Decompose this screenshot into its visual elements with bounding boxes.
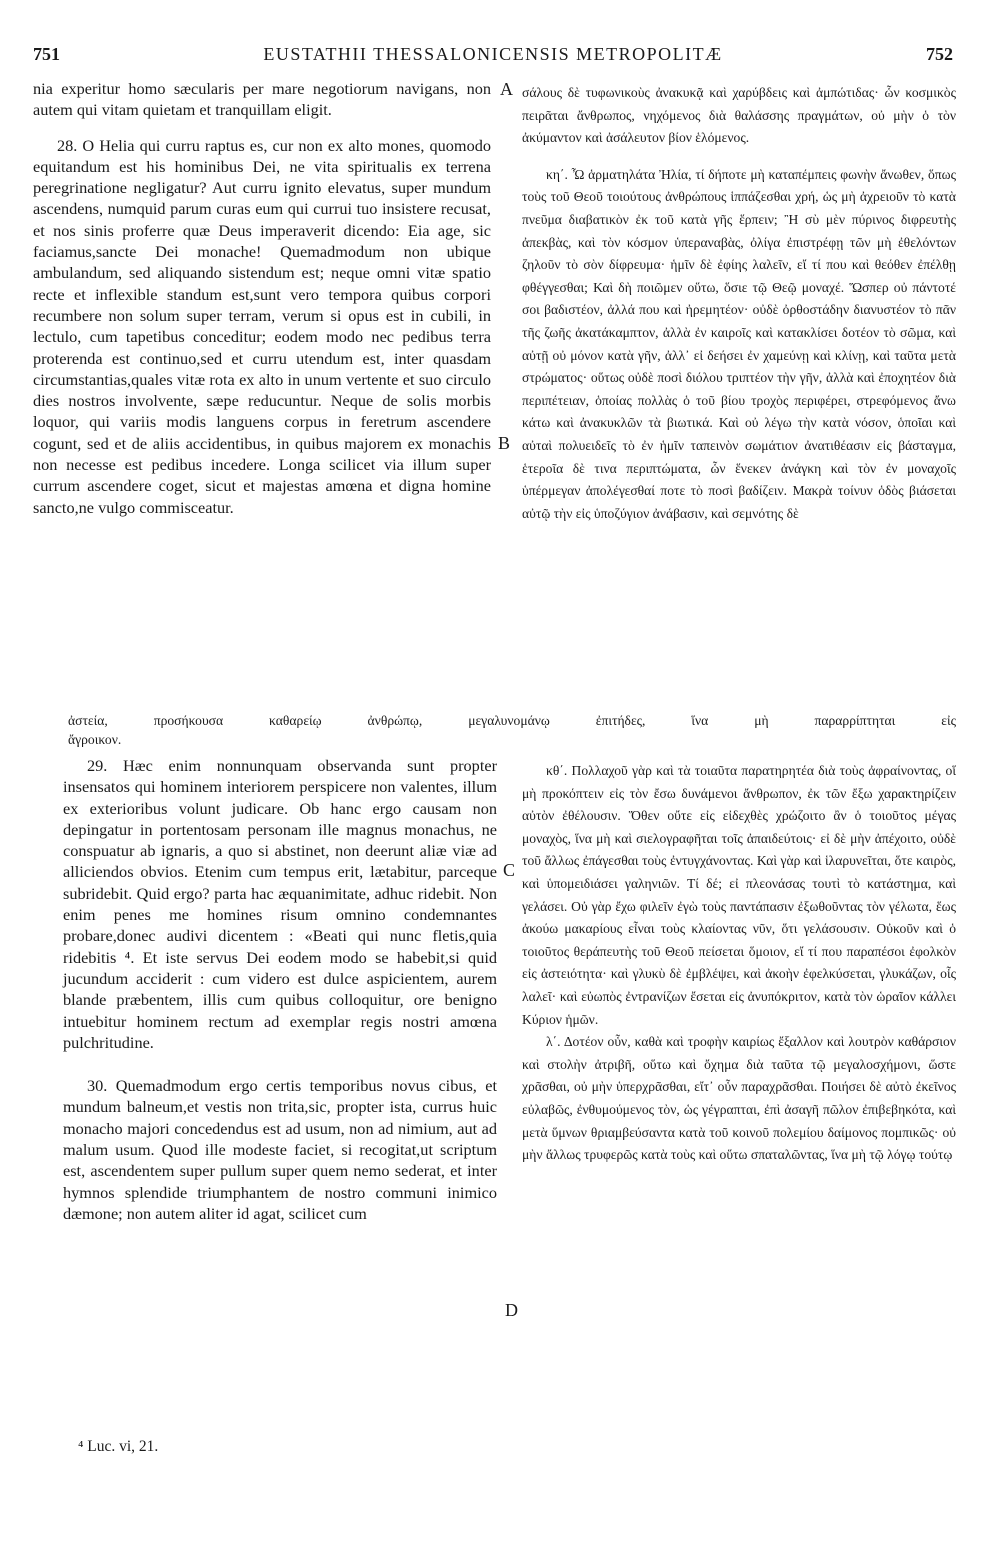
greek-full-width-line: ἀστεία, προσήκουσα καθαρείῳ ἀνθρώπῳ, μεγαλυνομάνῳ ἐπιτήδες, ἵνα μὴ παραρρίπτηται εἰς bbox=[68, 713, 956, 728]
greek-column-top bbox=[522, 82, 956, 525]
greek-full-width-continuation: ἄγροικον. bbox=[68, 732, 122, 747]
footnote: ⁴ Luc. vi, 21. bbox=[78, 1438, 159, 1455]
latin-paragraph-27-end: nia experitur homo sæcularis per mare negotiorum navigans, non autem qui vitam quietam et tranquillam eligit. bbox=[33, 79, 491, 120]
latin-paragraph-29: 29. Hæc enim nonnunquam observanda sunt propter insensatos qui hominem interiorem perspicere non valentes, illum ex exterioribus volunt judicare. Ob hanc ergo causam non depingatur in portentosam personam ille magnus monachus, ne conspuatur ab ignaris, a quo si abstinet, non deerunt aliæ viæ ad alliciendos obvios. Etenim cum tempus erit, lætabitur, parceque subridebit. Quid ergo? parta hac æquanimitate, adhuc ridebit. Non enim penes me homines risum omnino condemnantes probare,donec audivi dicentem : «Beati qui nunc fletis,quia ridebitis ⁴. Et iste servus Dei eodem modo se habebit,si quid jucundum acciderit : cum videro est dulce aspicientem, aurem blande præbentem, illis cum quibus colloquitur, ore benigno intuebitur hominem rectum ad exemplar regis nostri amœna pulchritudine. bbox=[63, 756, 497, 1052]
greek-paragraph-29: κθ΄. Πολλαχοῦ γὰρ καὶ τὰ τοιαῦτα παρατηρητέα διὰ τοὺς ἀφραίνοντας, οἵ μὴ προκόπτειν εἰς τὸν ἔσω δυνάμενοι ἄνθρωπον, ἐκ τῶν ἔξω χαρακτηρίζειν αὐτὸν ἐθέλουσιν. Ὅθεν οὔτε εἰς εἰδεχθὲς χρώζοιτο ἂν ὁ τοιοῦτος μέγας μοναχὸς, ἵνα μὴ καὶ σιελογραφῆται τοῖς ἀπαιδεύτοις· εἰ δὲ μὴν ἀπέχοιτο, οὐδὲ τοῦ ἄλλως ἐπάγεσθαι τοὺς ἐντυγχάνοντας. Καὶ γὰρ καὶ ἱλαρυνεῖται, ὅτε καιρὸς, καὶ ὑπομειδιάσει γαληνιῶν. Τί δέ; εἰ πλεονάσας τουτὶ τὸ κατάστημα, καὶ γελάσει. Οὐ γὰρ ἔχω φιλεῖν ἐγὼ τοὺς παντάπασιν ἐξωθοῦντας τὸν γέλωτα, ἕως ἀκούω μακαρίους εἶναι τοὺς κλαίοντας νῦν, ὅτι γελάσουσιν. Οὐκοῦν καὶ ὁ τοιοῦτος θεράπευτὴς τοῦ Θεοῦ πείσεται ὅμοιον, εἴ τί που παραπέσοι ἐφολκὸν εἰς ἀστειότητα· καὶ γλυκὺ δὲ ἐμβλέψει, καὶ ἀκοὴν ἐφελκύσεται, γλυκάζων, οἷς λαλεῖ· καὶ εὐωπὸς ἐντρανίζων ἔσεται εἰς ἀνυπόκριτον, κατὰ τὸν ὡραῖον κάλλει Κύριον ἡμῶν. bbox=[522, 763, 956, 1027]
latin-column-bottom bbox=[63, 755, 497, 1224]
greek-paragraph-30: λ΄. Δοτέον οὖν, καθὰ καὶ τροφὴν καιρίως ἔξαλλον καὶ λουτρὸν καθάρσιον καὶ στολὴν ἀτριβῆ, οὕτω καὶ ὄχημα διὰ ταῦτα τῷ μεγαλοσχήμονι, ὥστε χρᾶσθαι, οὐ μὴν ὑπερχρᾶσθαι, εἴτ᾽ οὖν παραχρᾶσθαι. Ποιήσει δὲ αὐτὸ ἐκεῖνος εὐλαβῶς, ἐνθυμούμενος τὸν, ὡς γέγραπται, ἐπὶ ἀσαγῆ πῶλον ἐπιβεβηκότα, καὶ μετὰ ὕμνων θριαμβεύσαντα κατὰ τοῦ κοινοῦ πολεμίου δαίμονος πομπικῶς· οὐ μὴν ἄλλως τρυφερῶς κατὰ τοὺς καὶ οὕτω σπαταλῶντας, ἵνα μὴ τῷ λόγῳ τούτῳ bbox=[522, 1034, 956, 1163]
section-marker-a: A bbox=[500, 79, 513, 99]
latin-column-top bbox=[33, 78, 491, 518]
greek-paragraph-27-end: σάλους δὲ τυφωνικοὺς ἀνακυκᾷ καὶ χαρύβδεις καὶ ἀμπώτιδας· ὧν κοσμικὸς πειρᾶται ἄνθρωπος, νηχόμενος διὰ θαλάσσης πραγμάτων, οὐ μὴν ὁ τὸν ἀκύμαντον καὶ ἀσάλευτον βίον ἑλόμενος. bbox=[522, 85, 956, 146]
page-number-right: 752 bbox=[926, 44, 953, 64]
running-header bbox=[33, 44, 953, 70]
greek-paragraph-28: κη΄. Ὦ ἁρματηλάτα Ἠλία, τί δήποτε μὴ καταπέμπεις φωνὴν ἄνωθεν, ὅπως τοὺς τοῦ Θεοῦ τοιούτους ἀνθρώπους ἱππάζεσθαι χρή, ὡς μὴ ἀχρειοῦν τὸ κατὰ πνεῦμα διαβατικὸν ἐκ τοῦ κατὰ γῆς ἕρπειν; Ἢ σὺ μὲν πύρινος διφρευτὴς ἀπεκβὰς, καὶ τὸν κόσμον ὑπεραναβὰς, ὀλίγα ἐπιστρέφῃ τῶν μὴ ἐθελόντων ζηλοῦν τὸ σὸν δίφρευμα· ἡμῖν δὲ ἐφίης λαλεῖν, εἴ τί που καὶ θεόθεν ἐπέλθῃ φθέγγεσθαι; Καὶ δὴ ποιῶμεν οὕτω, ὅσιε τῷ Θεῷ μοναχέ. Ὥσπερ οὐ πάντοτέ σοι βαδιστέον, ἀλλά που καὶ ἠρεμητέον· οὐδὲ ὀρθοστάδην διανυστέον τὸ πᾶν τῆς ζωῆς ἀκατάκαμπτον, ἀλλὰ ἐν καιροῖς καὶ κατακλίσει δοτέον τὸ σῶμα, καὶ αὐτῇ οὐ μόνον κατὰ γῆν, ἀλλ᾽ εἰ δεήσει ἐν χαμεύνῃ καὶ κλίνῃ, καὶ ταῦτα μετὰ στρώματος· οὕτως οὐδὲ ποσὶ διόλου τριπτέον τὴν γῆν, ἀλλὰ καὶ ἐποχητέον διὰ περιπέτειαν, ὁποίας πολλὰς ὁ τοῦ βίου τροχὸς περιφέρει, στρεφόμενος ἄνω κάτω καὶ ἀνακυκλῶν τὰ βιωτικά. Καὶ οὐ λέγω τὴν κατὰ νόσον, ὁποῖαι καὶ αὐταὶ πολυειδεῖς τὸ ἐν ἡμῖν ταπεινὸν σωμάτιον ἀνατιθέασιν εἰς βάσταγμα, ἑτεροῖα δὲ τινα περιπτώματα, ὧν ἕνεκεν ἀνάγκη καὶ τὸν ἐν μοναχοῖς ὑπέρμεγαν ἀπολέγεσθαί ποτε τὸ ποσὶ βαδίζειν. Μακρὰ τοίνυν ὁδὸς βιάσεται αὐτῷ τὴν εἰς ὑποζύγιον ἀνάβασιν, καὶ σεμνότης δὲ bbox=[522, 166, 956, 521]
section-marker-b: B bbox=[498, 433, 511, 453]
page-number-left: 751 bbox=[33, 44, 60, 64]
running-title: EUSTATHII THESSALONICENSIS METROPOLITÆ bbox=[263, 44, 723, 64]
latin-paragraph-30: 30. Quemadmodum ergo certis temporibus novus cibus, et mundum balneum,et vestis non trita,sic, propter ista, currus huic monacho majori concedendus est ad usum, non ad nimium, aut ad malum usum. Quod ille modeste faciet, si recogitat,ut scriptum est, ascendentem super pullum super quem nemo sederat, et inter hymnos splendide triumphantem de nostro communi inimico dæmone; non autem aliter id agat, scilicet cum bbox=[63, 1076, 497, 1223]
latin-paragraph-28: 28. O Helia qui curru raptus es, cur non ex alto mones, quomodo equitandum est his hominibus Dei, ne vita spiritualis ex terrena peregrinatione negligatur? Aut curru ignito elevatus, super mundum ascendens, numquid parum curas eum qui currui tuo insistere recusat, et nos sinis proferre quæ Deus imperaverit dicendo: Eia age, sic faciamus,sancte Dei monache! Quemadmodum non ubique ambulandum, sed aliquando sistendum est; neque omni vitæ spatio recte et inflexible standum est,sunt vero tempora quibus corpori recumbere non solum super terram, verum si opus est in cubili, in lectulo, cum tapetibus conceditur; eodem modo nec pedibus terra proterenda est continuo,sed et curru utendum est, inter quasdam circumstantias,quales vitæ rota ex alto in unum vertente et suo circulo dies nostros involvente, sæpe reducuntur. Neque de solis morbis loquor, qui variis modis languens corpus in feretrum ascendere cogunt, sed et de aliis accidentibus, in quibus majorem ex monachis non necesse est pedibus incedere. Longa scilicet via illum super currum ascendere coget, sicut et majestas amœna et digna homine sancto,ne vulgo commisceatur. bbox=[33, 135, 491, 517]
section-marker-d: D bbox=[505, 1300, 518, 1320]
greek-column-bottom bbox=[522, 760, 956, 1167]
section-marker-c: C bbox=[503, 860, 516, 880]
